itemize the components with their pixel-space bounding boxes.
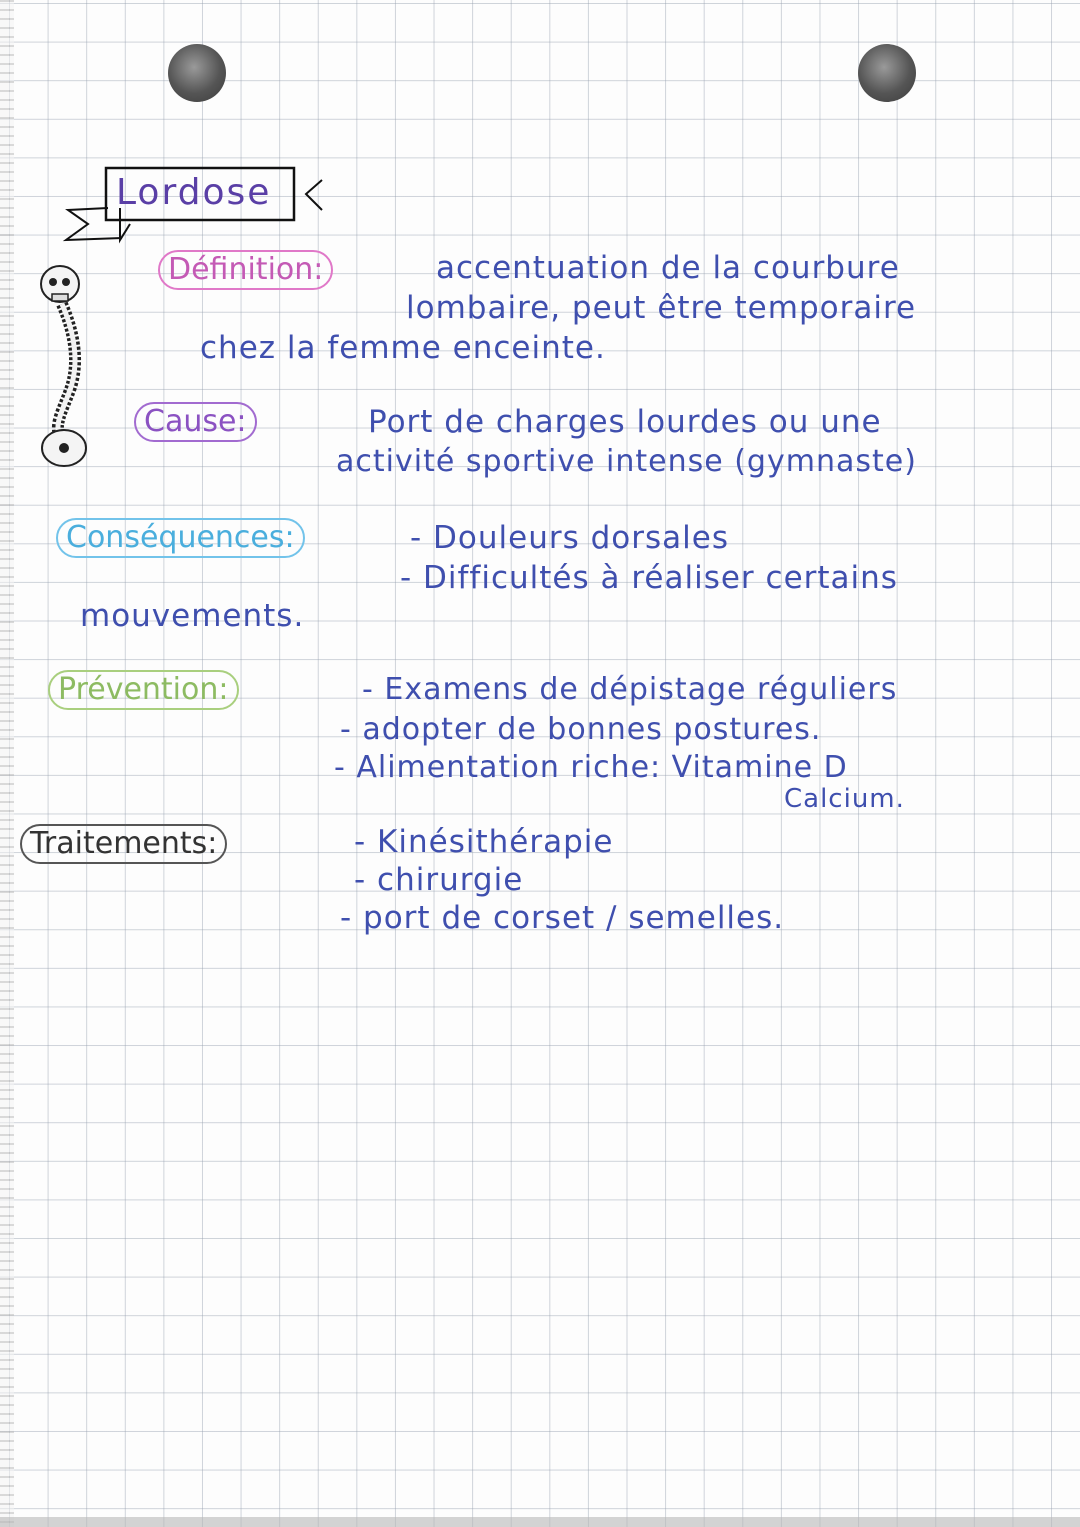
traitements-label: Traitements:	[20, 824, 227, 864]
traitements-line-1: - Kinésithérapie	[354, 824, 614, 860]
consequences-line-2: - Difficultés à réaliser certains	[400, 560, 898, 596]
paper-perforation-edge	[0, 0, 14, 1527]
traitements-line-3: - port de corset / semelles.	[340, 900, 785, 936]
paper-bottom-edge	[0, 1517, 1080, 1527]
cause-label: Cause:	[134, 402, 257, 442]
page-title: Lordose	[116, 172, 272, 213]
spine-skeleton-icon	[30, 262, 100, 472]
prevention-line-1: - Examens de dépistage réguliers	[362, 672, 898, 707]
punch-hole-right	[858, 44, 916, 102]
prevention-line-4: Calcium.	[784, 784, 905, 814]
cause-line-1: Port de charges lourdes ou une	[368, 404, 882, 440]
prevention-line-3: - Alimentation riche: Vitamine D	[334, 750, 848, 785]
definition-line-3: chez la femme enceinte.	[200, 330, 606, 366]
consequences-line-3: mouvements.	[80, 598, 305, 634]
definition-label: Définition:	[158, 250, 333, 290]
consequences-line-1: - Douleurs dorsales	[410, 520, 729, 556]
prevention-line-2: - adopter de bonnes postures.	[340, 712, 822, 747]
consequences-label: Conséquences:	[56, 518, 305, 558]
definition-line-1: accentuation de la courbure	[436, 250, 900, 286]
definition-line-2: lombaire, peut être temporaire	[406, 290, 917, 326]
cause-line-2: activité sportive intense (gymnaste)	[336, 444, 917, 479]
prevention-label: Prévention:	[48, 670, 239, 710]
traitements-line-2: - chirurgie	[354, 862, 524, 898]
punch-hole-left	[168, 44, 226, 102]
